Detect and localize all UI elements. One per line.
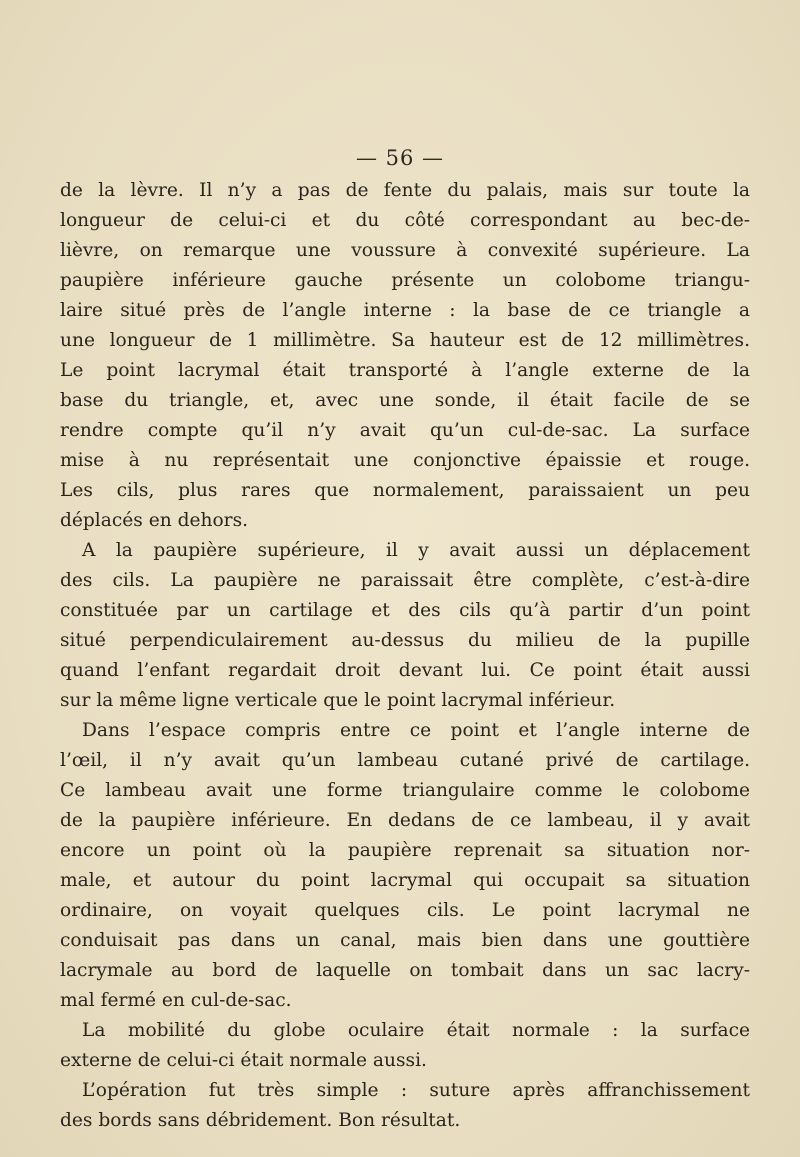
text-line: lacrymale au bord de laquelle on tombait dans un sac lacry- (60, 960, 750, 981)
text-line: longueur de celui-ci et du côté correspondant au bec-de- (60, 210, 750, 231)
text-line: base du triangle, et, avec une sonde, il était facile de se (60, 390, 750, 411)
text-line: laire situé près de l’angle interne : la base de ce triangle a (60, 300, 750, 321)
text-line: sur la même ligne verticale que le point lacrymal inférieur. (60, 690, 616, 711)
paragraph (60, 536, 750, 716)
text-line: déplacés en dehors. (60, 510, 249, 531)
text-line: Le point lacrymal était transporté à l’angle externe de la (60, 360, 750, 381)
text-line: lièvre, on remarque une voussure à convexité supérieure. La (60, 240, 750, 261)
text-line: encore un point où la paupière reprenait sa situation nor- (60, 840, 750, 861)
text-line: Dans l’espace compris entre ce point et l’angle interne de (82, 720, 750, 741)
text-line: l’œil, il n’y avait qu’un lambeau cutané privé de cartilage. (60, 750, 750, 771)
text-line: de la lèvre. Il n’y a pas de fente du palais, mais sur toute la (60, 180, 750, 201)
paragraph (60, 716, 750, 1016)
paragraph (60, 1076, 750, 1136)
text-line: des cils. La paupière ne paraissait être complète, c’est-à-dire (60, 570, 750, 591)
text-line: Ce lambeau avait une forme triangulaire comme le colobome (60, 780, 750, 801)
text-line: ordinaire, on voyait quelques cils. Le point lacrymal ne (60, 900, 750, 921)
text-line: A la paupière supérieure, il y avait aussi un déplacement (82, 540, 750, 561)
text-line: Les cils, plus rares que normalement, paraissaient un peu (60, 480, 750, 501)
text-line: constituée par un cartilage et des cils qu’à partir d’un point (60, 600, 750, 621)
text-line: mal fermé en cul-de-sac. (60, 990, 292, 1011)
text-line: male, et autour du point lacrymal qui occupait sa situation (60, 870, 750, 891)
text-line: conduisait pas dans un canal, mais bien dans une gouttière (60, 930, 750, 951)
text-line: paupière inférieure gauche présente un colobome triangu- (60, 270, 750, 291)
paragraph (60, 176, 750, 536)
text-line: mise à nu représentait une conjonctive épaissie et rouge. (60, 450, 750, 471)
text-line: externe de celui-ci était normale aussi. (60, 1050, 427, 1071)
text-line: une longueur de 1 millimètre. Sa hauteur est de 12 millimètres. (60, 330, 750, 351)
text-line: quand l’enfant regardait droit devant lui. Ce point était aussi (60, 660, 750, 681)
page-number: — 56 — (355, 146, 445, 170)
text-line: des bords sans débridement. Bon résultat. (60, 1110, 461, 1131)
text-line: rendre compte qu’il n’y avait qu’un cul-de-sac. La surface (60, 420, 750, 441)
paragraph (60, 1016, 750, 1076)
text-line: situé perpendiculairement au-dessus du milieu de la pupille (60, 630, 750, 651)
text-line: L’opération fut très simple : suture après affranchissement (82, 1080, 750, 1101)
text-line: La mobilité du globe oculaire était normale : la surface (82, 1020, 750, 1041)
text-line: de la paupière inférieure. En dedans de ce lambeau, il y avait (60, 810, 750, 831)
body-text (60, 176, 750, 1136)
